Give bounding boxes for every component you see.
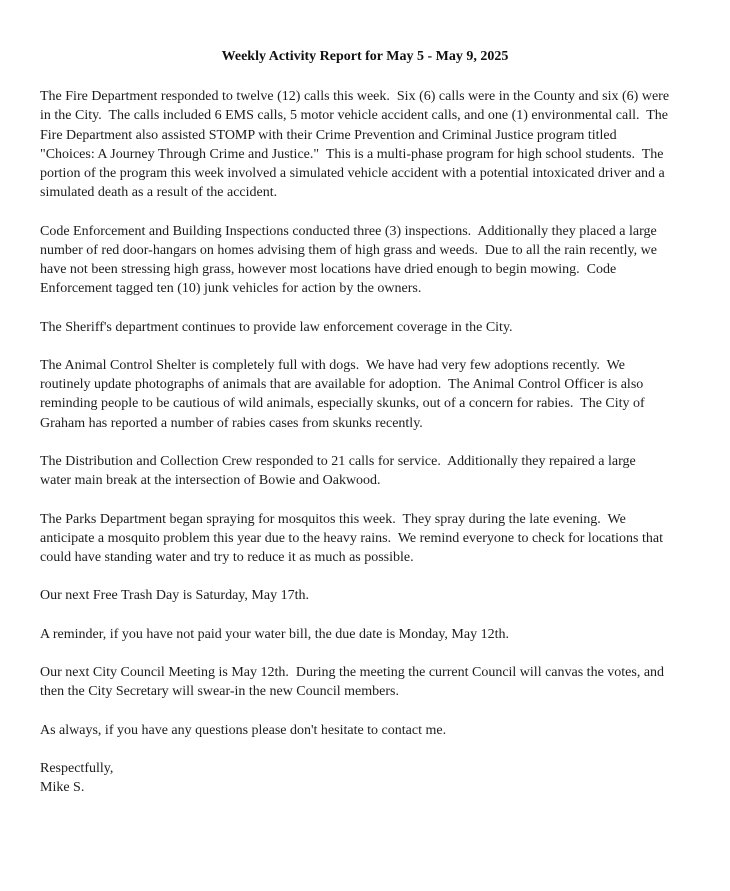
paragraph <box>40 721 690 740</box>
paragraph <box>40 356 690 433</box>
text-line: As always, if you have any questions please don't hesitate to contact me. <box>40 722 447 738</box>
paragraph <box>40 452 690 490</box>
text-line: portion of the program this week involved a simulated vehicle accident with a potential intoxicated driver and a <box>40 166 665 182</box>
text-line: anticipate a mosquito problem this year due to the heavy rains. We remind everyone to check for locations that <box>40 530 663 546</box>
text-line: The Parks Department began spraying for mosquitos this week. They spray during the late evening. We <box>40 511 626 527</box>
text-line: simulated death as a result of the accident. <box>40 185 278 201</box>
text-line: then the City Secretary will swear-in the new Council members. <box>40 684 399 700</box>
text-line: have not been stressing high grass, however most locations have dried enough to begin mowing. Code <box>40 262 617 278</box>
document-page <box>0 47 730 891</box>
text-line: Graham has reported a number of rabies cases from skunks recently. <box>40 415 423 431</box>
text-line: Fire Department also assisted STOMP with their Crime Prevention and Criminal Justice program titled <box>40 127 617 143</box>
paragraph <box>40 318 690 337</box>
text-line: The Animal Control Shelter is completely full with dogs. We have had very few adoptions recently. We <box>40 358 625 373</box>
paragraph <box>40 586 690 605</box>
text-line: could have standing water and try to reduce it as much as possible. <box>40 550 414 565</box>
text-line: "Choices: A Journey Through Crime and Justice." This is a multi-phase program for high school students. The <box>40 146 664 162</box>
text-line: in the City. The calls included 6 EMS calls, 5 motor vehicle accident calls, and one (1) environmental call. The <box>40 108 669 124</box>
text-line: routinely update photographs of animals that are available for adoption. The Animal Control Officer is also <box>40 377 644 393</box>
text-line: The Distribution and Collection Crew responded to 21 calls for service. Additionally they repaired a large <box>40 454 636 469</box>
paragraph <box>40 222 690 299</box>
paragraph <box>40 625 690 644</box>
document-body <box>40 87 690 797</box>
paragraph <box>40 663 690 701</box>
document-title: Weekly Activity Report for May 5 - May 9, 2025 <box>221 49 509 64</box>
text-line: Code Enforcement and Building Inspections conducted three (3) inspections. Additionally they placed a large <box>40 223 657 239</box>
text-line: The Sheriff's department continues to provide law enforcement coverage in the City. <box>40 319 513 335</box>
text-line: Mike S. <box>40 780 85 796</box>
text-line: Enforcement tagged ten (10) junk vehicles for action by the owners. <box>40 281 422 297</box>
paragraph <box>40 510 690 568</box>
text-line: Our next Free Trash Day is Saturday, May 17th. <box>40 588 309 604</box>
text-line: reminding people to be cautious of wild animals, especially skunks, out of a concern for rabies. The City of <box>40 396 645 412</box>
text-line: The Fire Department responded to twelve (12) calls this week. Six (6) calls were in the County and six (6) were <box>40 89 670 105</box>
text-line: A reminder, if you have not paid your water bill, the due date is Monday, May 12th. <box>40 626 509 642</box>
text-line: Respectfully, <box>40 761 114 777</box>
text-line: number of red door-hangars on homes advising them of high grass and weeds. Due to all the rain recently, we <box>40 242 657 258</box>
text-line: Our next City Council Meeting is May 12th. During the meeting the current Council will canvas the votes, and <box>40 665 665 681</box>
paragraph <box>40 759 690 797</box>
text-line: water main break at the intersection of Bowie and Oakwood. <box>40 473 381 489</box>
paragraph <box>40 87 690 202</box>
